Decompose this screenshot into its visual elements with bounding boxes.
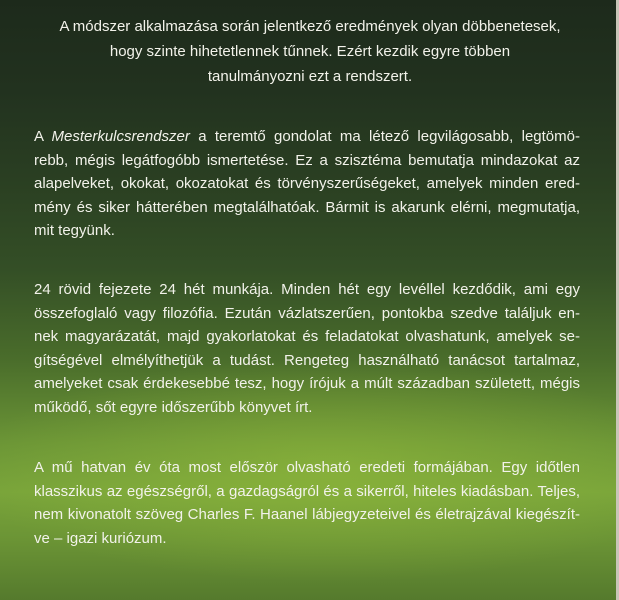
paragraph-line: mit tegyünk. bbox=[34, 222, 115, 239]
paragraph-line: gítségével elmélyíthetjük a tudást. Rengeteg használható tanácsot tartalmaz, bbox=[34, 351, 580, 369]
paragraph-chapters bbox=[34, 278, 580, 419]
paragraph-line: nek magyarázatát, majd gyakorlatokat és feladatokat olvashatunk, amelyek se- bbox=[34, 328, 580, 345]
paragraph-edition bbox=[34, 456, 580, 550]
line-rest: a teremtő gondolat ma létező legvilágosabb, legtömö- bbox=[189, 128, 580, 145]
intro-paragraph bbox=[30, 14, 590, 89]
paragraph-line: alapelveket, okokat, okozatokat és törvényszerűségeket, amelyek minden ered- bbox=[34, 175, 580, 192]
lead-text: A bbox=[34, 128, 52, 145]
paragraph-line: nem kivonatolt szöveg Charles F. Haanel lábjegyzeteivel és életrajzával kiegészít- bbox=[34, 506, 580, 523]
book-title-italic: Mesterkulcsrendszer bbox=[51, 128, 190, 145]
paragraph-line: összefoglaló vagy filozófia. Ezután vázlatszerűen, pontokba szedve találjuk en- bbox=[34, 304, 580, 322]
paragraph-line: ve – igazi kuriózum. bbox=[34, 529, 167, 547]
paragraph-line: amelyeket csak érdekesebbé tesz, hogy írójuk a múlt században született, mégis bbox=[34, 375, 580, 392]
intro-line: tanulmányozni ezt a rendszert. bbox=[207, 68, 413, 85]
paragraph-line: klasszikus az egészségről, a gazdagságról és a sikerről, hiteles kiadásban. Teljes, bbox=[34, 482, 580, 500]
paragraph-line: mény és siker hátterében megtalálhatóak. Bármit is akarunk elérni, megmutatja, bbox=[34, 198, 580, 216]
intro-line: hogy szinte hihetetlennek tűnnek. Ezért kezdik egyre többen bbox=[109, 43, 511, 60]
paragraph-line: rebb, mégis legátfogóbb ismertetése. Ez a szisztéma bemutatja mindazokat az bbox=[34, 151, 580, 169]
intro-line: A módszer alkalmazása során jelentkező eredmények olyan döbbenetesek, bbox=[59, 18, 561, 35]
paragraph-line: 24 rövid fejezete 24 hét munkája. Minden hét egy levéllel kezdődik, ami egy bbox=[34, 281, 580, 298]
paragraph-mesterkulcsrendszer bbox=[34, 125, 580, 243]
paragraph-line: A mű hatvan év óta most először olvasható eredeti formájában. Egy időtlen bbox=[34, 459, 580, 476]
paragraph-line: működő, sőt egyre időszerűbb könyvet írt. bbox=[34, 398, 313, 416]
paragraph-line bbox=[34, 125, 580, 149]
